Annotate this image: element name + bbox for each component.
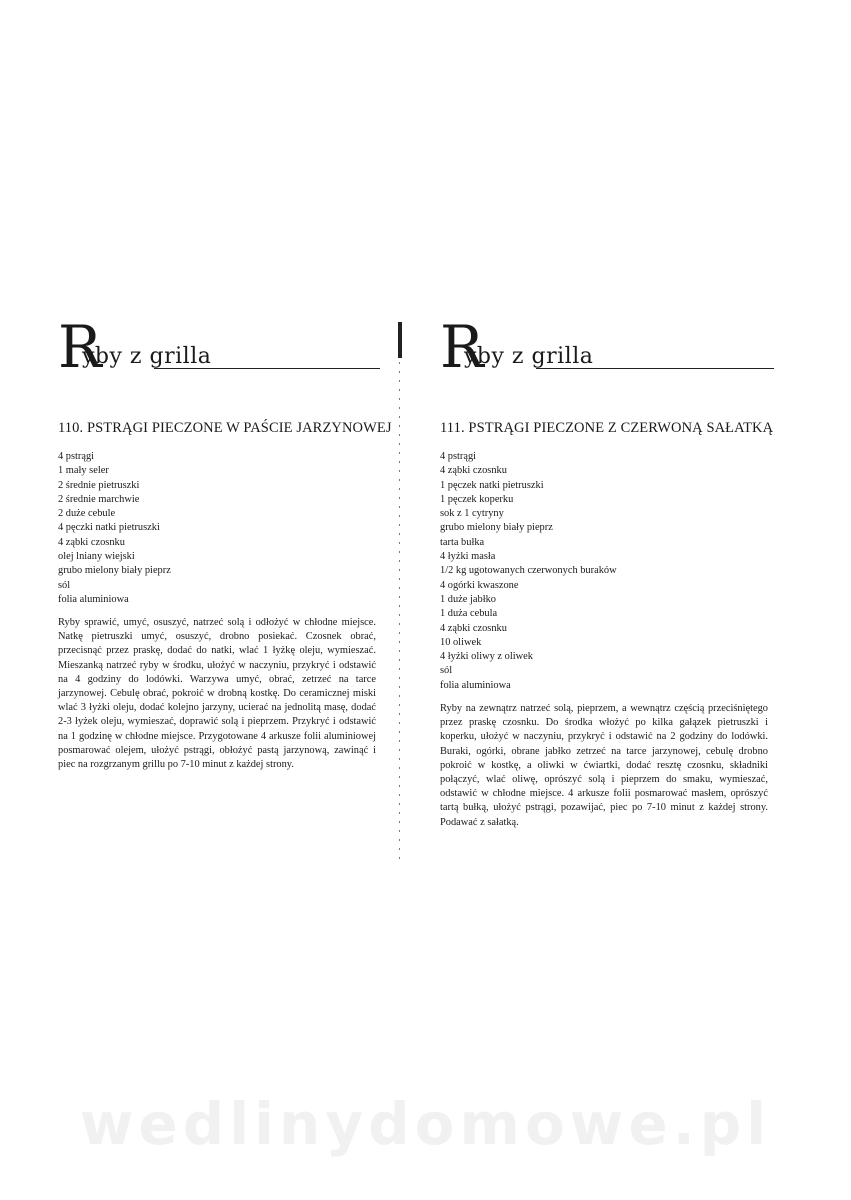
ingredient-item: 4 pstrągi — [440, 451, 477, 462]
ingredient-item: 4 ząbki czosnku — [440, 622, 507, 634]
header-initial: R — [440, 313, 484, 381]
ingredient-item: folia aluminiowa — [440, 679, 511, 691]
header-rule — [154, 368, 380, 369]
header-rule — [536, 368, 774, 369]
watermark: wedlinydomowe.pl — [79, 1090, 772, 1158]
header-text: yby z grilla — [82, 344, 212, 369]
ingredient-item: folia aluminiowa — [58, 593, 129, 605]
ingredient-list — [440, 450, 617, 693]
ingredient-item: grubo mielony biały pieprz — [58, 565, 171, 577]
recipe-method: Ryby na zewnątrz natrzeć solą, pieprzem, a wewnątrz częścią przeciśniętego przez praskę czosnku. Do środka włożyć po kilka gałązek pietruszki i koperku, ułożyć w naczyniu, przykryć i odstawić na 2 godziny do lodówki. Buraki, ogórki, obrane jabłko zetrzeć na tarce jarzynowej, cebulę drobno pokroić w kostkę, a oliwki w ćwiartki, dodać resztę czosnku, składniki połączyć, wlać oliwę, oprószyć solą i pieprzem do smaku, wymieszać, odstawić w chłodne miejsce. 4 arkusze folii posmarować masłem, oprószyć tartą bułką, ułożyć pstrągi, pozawijać, piec po 7-10 minut z każdej strony. Podawać z sałatką. — [440, 703, 768, 828]
ingredient-item: 10 oliwek — [440, 636, 482, 648]
ingredient-item: sól — [58, 579, 71, 591]
page-spine — [398, 322, 403, 862]
ingredient-item: tarta bułka — [440, 536, 485, 548]
ingredient-item: 1 duże jabłko — [440, 593, 496, 605]
ingredient-item: 1 pęczek natki pietruszki — [440, 479, 544, 491]
ingredient-item: grubo mielony biały pieprz — [440, 522, 553, 534]
ingredient-item: 1 duża cebula — [440, 608, 498, 620]
ingredient-item: 2 średnie pietruszki — [58, 479, 140, 491]
recipe-title: 110. PSTRĄGI PIECZONE W PAŚCIE JARZYNOWEJ — [58, 420, 392, 436]
ingredient-item: 1 pęczek koperku — [440, 493, 514, 505]
ingredient-item: 4 ząbki czosnku — [440, 465, 507, 477]
ingredient-item: sok z 1 cytryny — [440, 508, 504, 520]
spine-mark — [398, 322, 402, 358]
ingredient-item: olej lniany wiejski — [58, 551, 135, 563]
ingredient-list — [58, 450, 171, 607]
ingredient-item: sól — [440, 665, 453, 677]
ingredient-item: 4 łyżki oliwy z oliwek — [440, 651, 533, 663]
header-initial: R — [58, 313, 102, 381]
ingredient-item: 4 pstrągi — [58, 451, 95, 462]
ingredient-item: 4 ząbki czosnku — [58, 536, 125, 548]
ingredient-item: 4 łyżki masła — [440, 551, 496, 563]
ingredient-item: 4 ogórki kwaszone — [440, 579, 519, 591]
recipe-method: Ryby sprawić, umyć, osuszyć, natrzeć solą i odłożyć w chłodne miejsce. Natkę pietruszki umyć, osuszyć, drobno posiekać. Czosnek obrać, przecisnąć przez praskę, dodać do natki, wlać 1 łyżkę oleju, wymieszać. Mieszanką natrzeć ryby w środku, ułożyć w naczyniu, przykryć i odstawić na 4 godziny do lodówki. Warzywa umyć, obrać, zetrzeć na tarce jarzynowej. Cebulę obrać, pokroić w drobną kostkę. Do ceramicznej miski wlać 3 łyżki oleju, dodać kolejno jarzyny, ucierać na jednolitą masę, dodać 2-3 łyżek oleju, wymieszać, doprawić solą i pieprzem. Przykryć i odstawić na 1 godzinę w chłodne miejsce. Przygotowane 4 arkusze folii aluminiowej posmarować olejem, ułożyć pstrągi, obłożyć pastą jarzynową, zawinąć i piec na rozgrzanym grillu po 7-10 minut z każdej strony. — [58, 617, 376, 771]
recipe-title: 111. PSTRĄGI PIECZONE Z CZERWONĄ SAŁATKĄ — [440, 420, 774, 436]
ingredient-item: 1/2 kg ugotowanych czerwonych buraków — [440, 565, 617, 577]
ingredient-item: 2 średnie marchwie — [58, 493, 140, 505]
ingredient-item: 2 duże cebule — [58, 508, 116, 520]
spine-dots — [399, 362, 400, 862]
ingredient-item: 1 mały seler — [58, 465, 109, 477]
header-text: yby z grilla — [464, 344, 594, 369]
ingredient-item: 4 pęczki natki pietruszki — [58, 522, 160, 534]
